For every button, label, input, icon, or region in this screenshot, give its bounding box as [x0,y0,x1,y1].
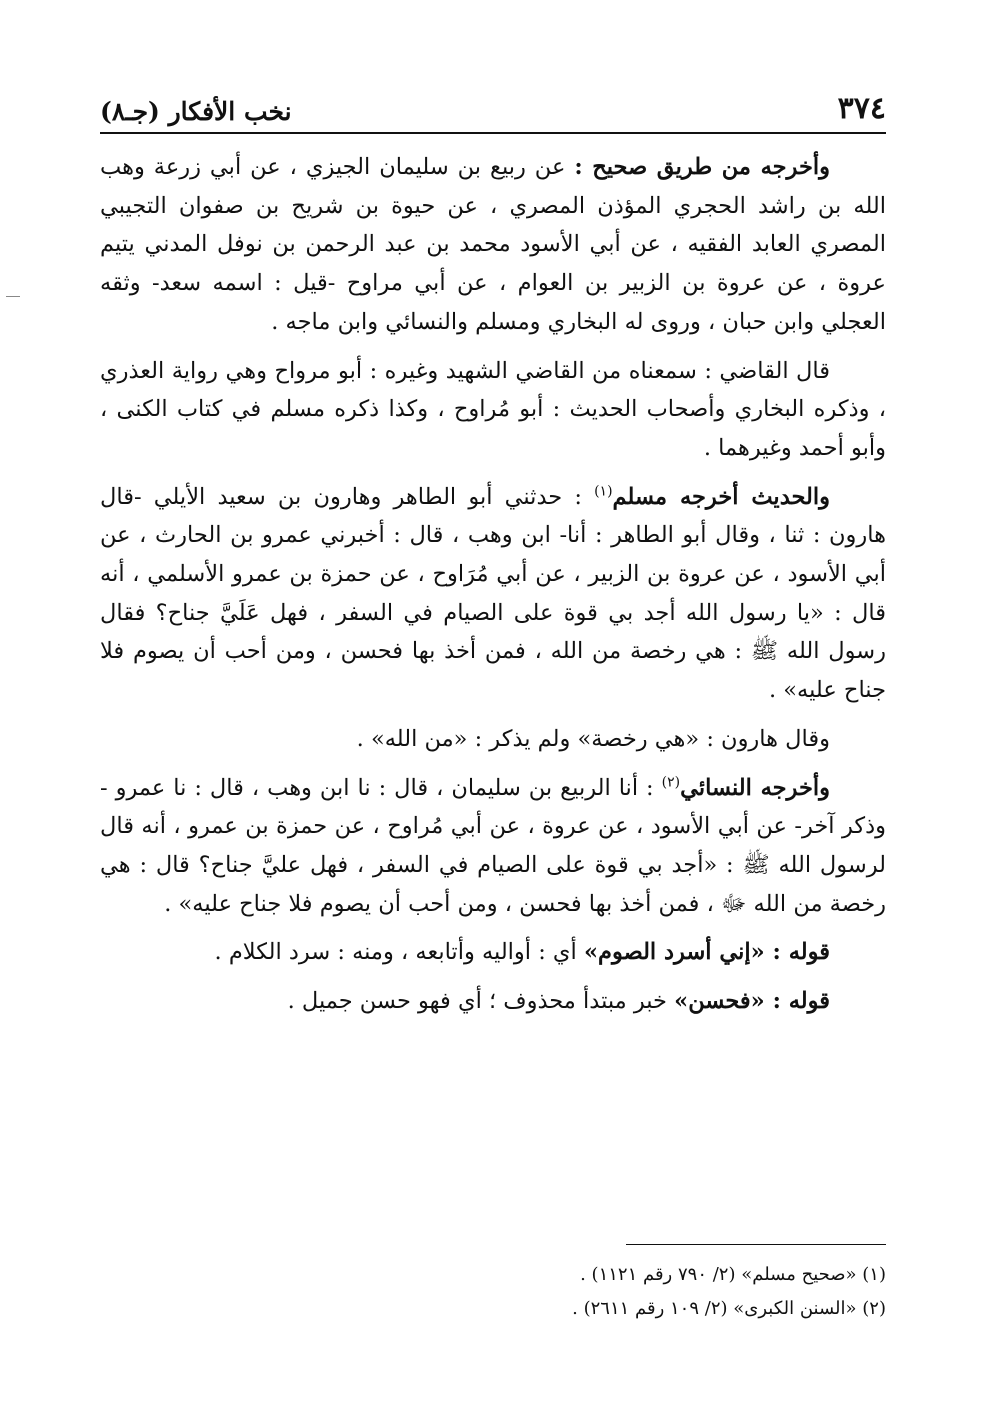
paragraph-2 [100,352,886,468]
paragraph-text: : حدثني أبو الطاهر وهارون بن سعيد الأيلي -قال هارون : ثنا ، وقال أبو الطاهر : أنا- ابن وهب ، قال : أخبرني عمرو بن الحارث ، عن أبي الأسود ، عن عروة بن الزبير ، عن أبي مُرَاوح ، عن حمزة بن عمرو الأسلمي ، أنه قال : «يا رسول الله أجد بي قوة على الصيام في السفر ، فهل عَلَيَّ جناح؟ فقال رسول الله ﷺ : هي رخصة من الله ، فمن أخذ بها فحسن ، ومن أحب أن يصوم فلا جناح عليه» . [100,483,886,704]
footnote-ref: (٢) [661,774,681,791]
footnote-1: (١) «صحيح مسلم» (٢/ ٧٩٠ رقم ١١٢١) . [580,1264,886,1285]
paragraph-text: قال القاضي : سمعناه من القاضي الشهيد وغيره : أبو مرواح وهي رواية العذري ، وذكره البخاري وأصحاب الحديث : أبو مُراوح ، وكذا ذكره مسلم في كتاب الكنى ، وأبو أحمد وغيرهما . [100,357,886,461]
paragraph-text: : أنا الربيع بن سليمان ، قال : نا ابن وهب ، قال : نا عمرو - وذكر آخر- عن أبي الأسود ، عن عروة ، عن أبي مُراوح ، عن حمزة بن عمرو ، أنه قال لرسول الله ﷺ : «أجد بي قوة على الصيام في السفر ، فهل عليَّ جناح؟ قال : هي رخصة من الله ﷻ ، فمن أخذ بها فحسن ، ومن أحب أن يصوم فلا جناح عليه» . [100,774,886,917]
paragraph-7 [100,982,886,1021]
paragraph-5 [100,769,886,924]
footnotes [100,1258,886,1326]
paragraph-6 [100,933,886,972]
paragraph-1 [100,148,886,342]
paragraph-text: وقال هارون : «هي رخصة» ولم يذكر : «من الله» . [356,725,830,752]
margin-mark [6,296,20,297]
paragraph-lead: وأخرجه النسائي [680,774,830,801]
paragraph-lead: وأخرجه من طريق صحيح : [574,154,830,180]
footnote-divider [626,1244,886,1245]
paragraph-text: أي : أواليه وأتابعه ، ومنه : سرد الكلام . [214,939,584,966]
footnote-ref: (١) [594,483,613,500]
page-header [100,78,886,134]
body-text [100,148,886,1031]
running-title: نخب الأفكار (جـ٨) [100,97,292,126]
paragraph-text: خبر مبتدأ محذوف ؛ أي فهو حسن جميل . [287,988,675,1015]
paragraph-text: عن ربيع بن سليمان الجيزي ، عن أبي زرعة وهب الله بن راشد الحجري المؤذن المصري ، عن حيوة بن شريح بن صفوان التجيبي المصري العابد الفقيه ، عن أبي الأسود محمد بن عبد الرحمن بن نوفل المدني يتيم عروة ، عن عروة بن الزبير بن العوام ، عن أبي مراوح -قيل : اسمه سعد- وثقه العجلي وابن حبان ، وروى له البخاري ومسلم والنسائي وابن ماجه . [100,154,886,335]
page-number: ٣٧٤ [837,91,886,126]
paragraph-lead: والحديث أخرجه مسلم [612,483,830,510]
paragraph-lead: قوله : «إني أسرد الصوم» [583,939,830,966]
paragraph-lead: قوله : «فحسن» [674,988,830,1015]
paragraph-3 [100,478,886,710]
paragraph-4 [100,720,886,759]
footnote-2: (٢) «السنن الكبرى» (٢/ ١٠٩ رقم ٢٦١١) . [572,1298,886,1319]
